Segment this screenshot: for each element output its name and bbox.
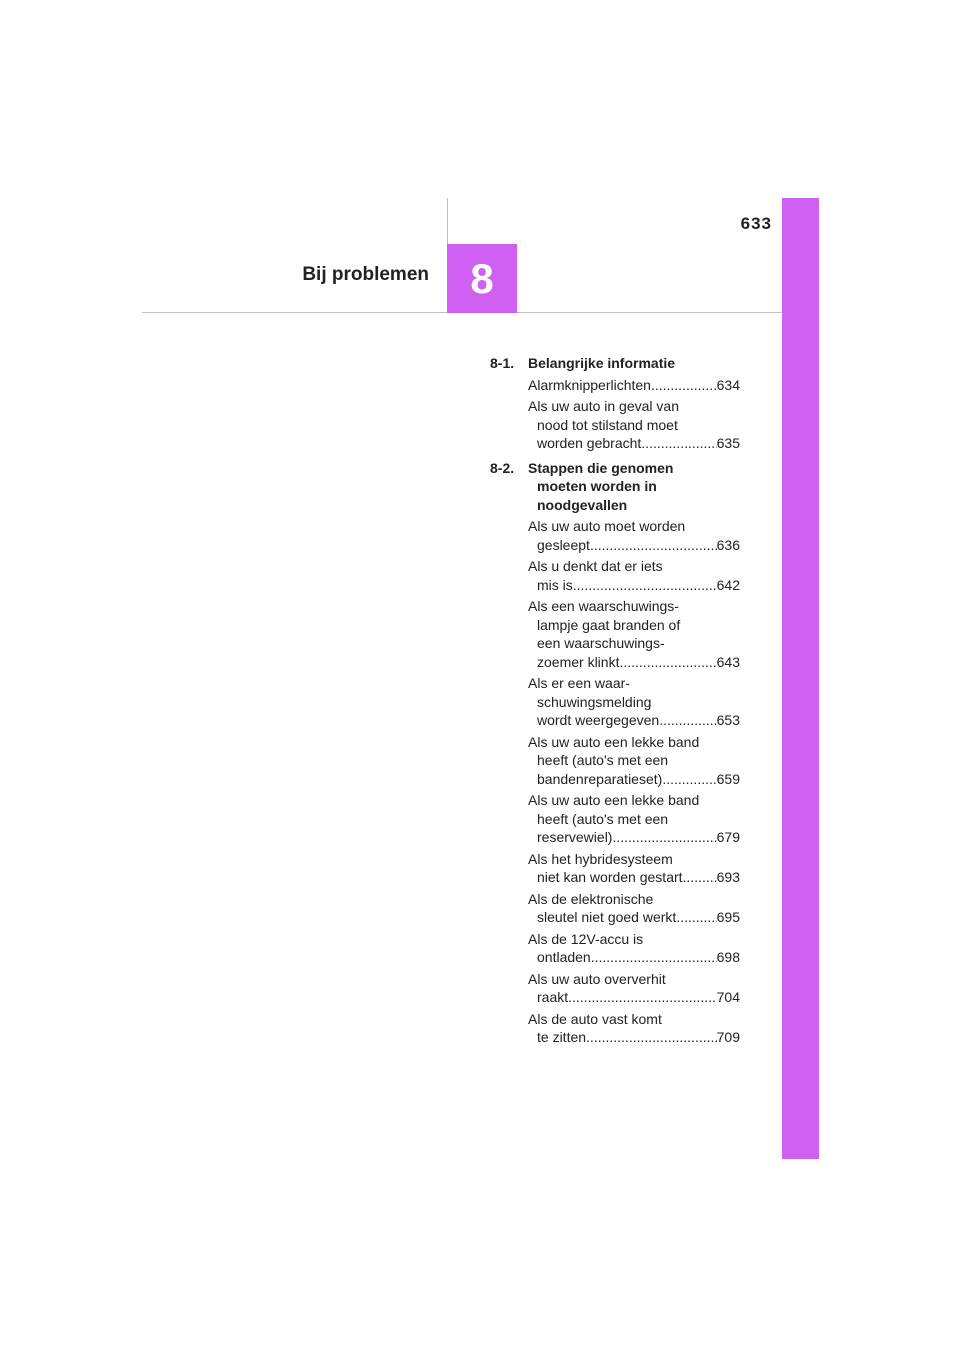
toc-entry-last-line [528, 536, 740, 555]
toc-entry-line: Als er een waar- [528, 675, 630, 691]
toc-entry [528, 376, 740, 395]
toc-leader-dots [651, 376, 717, 395]
toc-entry-last-line [528, 434, 740, 453]
table-of-contents [490, 354, 740, 1050]
section-heading [490, 354, 740, 373]
toc-entry-text: gesleept [537, 536, 590, 553]
toc-entry-line: Als de auto vast komt [528, 1010, 662, 1027]
toc-entry-line: Als de 12V-accu is [528, 930, 644, 947]
toc-leader-dots [591, 948, 717, 967]
toc-entry [528, 397, 740, 453]
toc-page-number: 693 [716, 869, 740, 885]
toc-entry-last-line [528, 1028, 740, 1047]
toc-page-number: 636 [716, 536, 740, 553]
toc-leader-dots [590, 536, 717, 555]
toc-entry-last-line [528, 908, 740, 927]
section-number: 8-2. [490, 459, 515, 476]
toc-entry-last-line [528, 770, 740, 789]
toc-page-number: 698 [716, 949, 740, 965]
toc-entry-line: Als uw auto moet worden [528, 518, 686, 534]
toc-entry-last-line [528, 948, 740, 967]
toc-leader-dots [662, 770, 716, 789]
toc-page-number: 635 [716, 435, 740, 451]
toc-entry [528, 791, 740, 847]
section-title-line: moeten worden in [537, 478, 657, 494]
toc-entry-last-line [528, 376, 740, 395]
toc-leader-dots [619, 653, 716, 672]
toc-entry-text: niet kan worden gestart [537, 869, 683, 885]
toc-entry-last-line [528, 576, 740, 595]
toc-entry-line: Als een waarschuwings- [528, 598, 679, 614]
section-title [528, 459, 740, 515]
toc-entry-text: te zitten [537, 1029, 587, 1045]
toc-entry [528, 890, 740, 927]
toc-entry-line: heeft (auto's met een [537, 810, 669, 827]
section-title [528, 354, 740, 373]
toc-entry-line: Als het hybridesysteem [528, 850, 673, 867]
toc-entry-line: heeft (auto's met een [537, 752, 669, 768]
toc-page-number: 679 [716, 829, 740, 845]
toc-leader-dots [612, 828, 716, 847]
toc-entry [528, 930, 740, 967]
toc-leader-dots [573, 576, 717, 595]
chapter-title: Bij problemen [302, 264, 429, 285]
toc-entry-text: mis is [537, 576, 573, 593]
page-number: 633 [740, 214, 772, 233]
section-title-line: Belangrijke informatie [528, 355, 676, 371]
toc-entry-line: Als uw auto in geval van [528, 398, 679, 414]
section-title-line: Stappen die genomen [528, 459, 674, 476]
toc-entry-line: Als uw auto een lekke band [528, 733, 700, 750]
toc-entry-text: raakt [537, 989, 569, 1005]
toc-entry-last-line [528, 653, 740, 672]
toc-page-number: 709 [716, 1029, 740, 1045]
toc-entry [528, 970, 740, 1007]
toc-entry-line: Als uw auto een lekke band [528, 792, 700, 808]
toc-entry [528, 597, 740, 671]
toc-entry [528, 850, 740, 887]
toc-entry-text: wordt weergegeven [537, 712, 660, 728]
toc-entry [528, 557, 740, 594]
toc-entry-text: Alarmknipperlichten [528, 376, 651, 393]
section-title-line: noodgevallen [537, 496, 628, 513]
toc-entry-line: nood tot stilstand moet [537, 416, 678, 433]
toc-entry [528, 733, 740, 789]
toc-page-number: 642 [716, 576, 740, 593]
toc-entry-line: Als uw auto oververhit [528, 970, 666, 987]
toc-entry-last-line [528, 828, 740, 847]
toc-leader-dots [568, 988, 717, 1007]
toc-leader-dots [659, 711, 716, 730]
toc-entry-text: sleutel niet goed werkt [537, 909, 677, 925]
chapter-number: 8 [470, 254, 494, 302]
toc-entry-line: schuwingsmelding [537, 693, 652, 710]
header-divider-vertical [447, 198, 448, 244]
toc-entry-line: Als de elektronische [528, 890, 654, 907]
toc-leader-dots [641, 434, 716, 453]
toc-entry-text: bandenreparatieset) [537, 770, 663, 787]
toc-entry-last-line [528, 711, 740, 730]
toc-entry-text: reservewiel) [537, 829, 613, 845]
toc-entry-line: lampje gaat branden of [537, 616, 681, 633]
toc-page-number: 634 [716, 376, 740, 393]
toc-entry [528, 674, 740, 730]
toc-entry-line: een waarschuwings- [537, 635, 665, 651]
toc-entry-text: zoemer klinkt [537, 653, 620, 670]
toc-leader-dots [676, 908, 716, 927]
toc-page-number: 643 [716, 653, 740, 670]
toc-page-number: 704 [716, 989, 740, 1005]
toc-entry [528, 517, 740, 554]
toc-entry-line: Als u denkt dat er iets [528, 558, 663, 574]
toc-page-number: 659 [716, 770, 740, 787]
toc-page-number: 695 [716, 909, 740, 925]
toc-entry-last-line [528, 988, 740, 1007]
section-heading [490, 459, 740, 515]
chapter-side-tab [782, 198, 819, 1159]
toc-page-number: 653 [716, 712, 740, 728]
toc-leader-dots [586, 1028, 717, 1047]
toc-entry-text: ontladen [537, 949, 591, 965]
toc-entry-text: worden gebracht [537, 435, 642, 451]
toc-leader-dots [683, 868, 717, 887]
toc-entry-last-line [528, 868, 740, 887]
chapter-number-badge [447, 244, 517, 313]
section-number: 8-1. [490, 355, 515, 371]
toc-entry [528, 1010, 740, 1047]
